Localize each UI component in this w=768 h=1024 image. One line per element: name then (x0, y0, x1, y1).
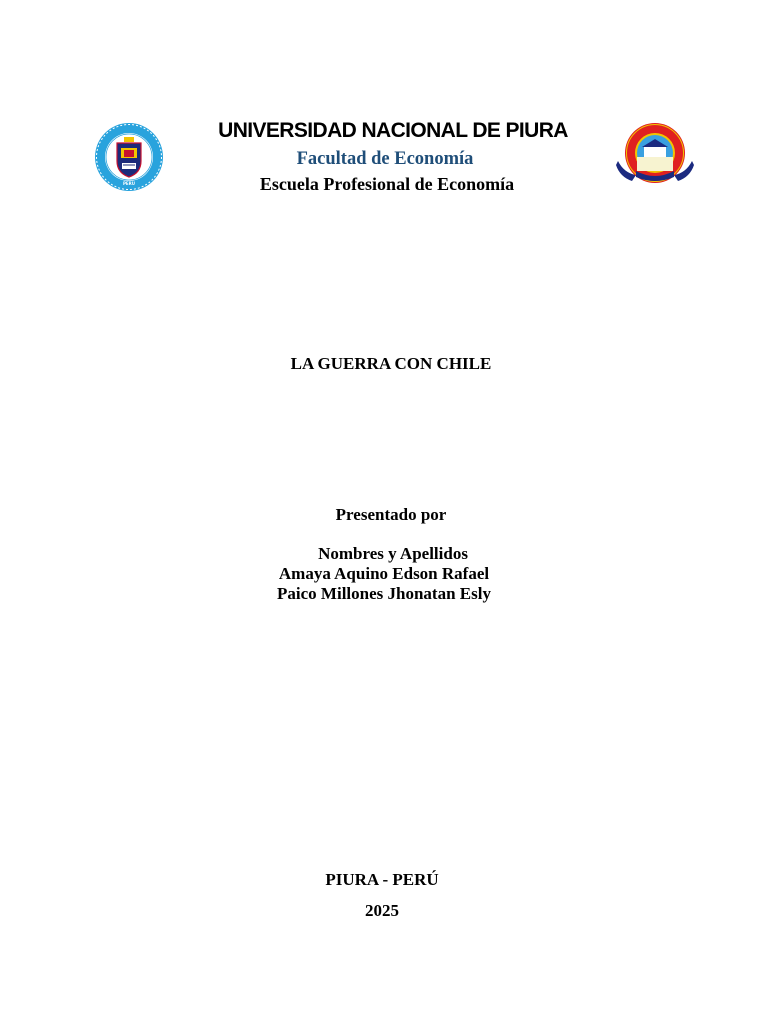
author-name: Amaya Aquino Edson Rafael (278, 564, 490, 583)
year-label: 2025 (365, 901, 399, 920)
author-name: Paico Millones Jhonatan Esly (277, 584, 491, 603)
authors-heading: Nombres y Apellidos (318, 544, 468, 563)
faculty-seal-icon (614, 121, 696, 187)
institution-header (160, 117, 620, 196)
presented-by-label: Presentado por (335, 505, 447, 524)
document-title: LA GUERRA CON CHILE (290, 354, 492, 373)
school-name: Escuela Profesional de Economía (259, 174, 515, 194)
authors-block (0, 544, 768, 604)
faculty-name: Facultad de Economía (296, 149, 474, 169)
svg-text:PERU: PERU (123, 181, 135, 186)
place-label: PIURA - PERÚ (325, 870, 439, 889)
university-name: UNIVERSIDAD NACIONAL DE PIURA (218, 119, 568, 142)
